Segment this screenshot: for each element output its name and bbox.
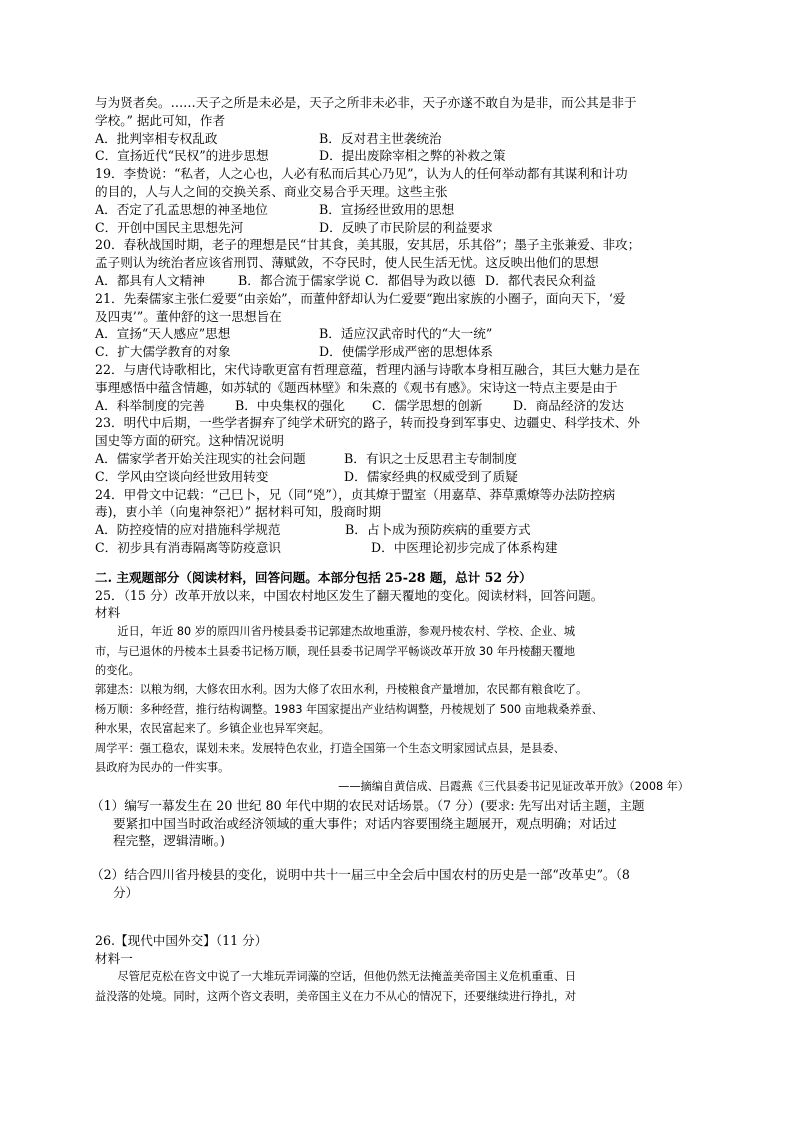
q25-material-line: 的变化。 xyxy=(95,663,140,677)
q21-stem-line2: 及四夷’”。董仲舒的这一思想旨在 xyxy=(95,308,282,324)
q18-option-d: D．提出废除宰相之弊的补救之策 xyxy=(319,148,506,164)
q26-material-line: 尽管尼克松在咨文中说了一大堆玩弄词藻的空话，但他仍然无法掩盖美帝国主义危机重重、日 xyxy=(117,970,577,984)
q20-options-row xyxy=(95,272,705,290)
q24-option-c: C．初步具有消毒隔离等防疫意识 xyxy=(95,539,281,555)
q26-material-label: 材料一 xyxy=(95,950,133,966)
q23-option-a: A．儒家学者开始关注现实的社会问题 xyxy=(95,450,306,466)
q20-option-b: B．都合流于儒家学说 xyxy=(238,272,361,288)
q24-option-d: D．中医理论初步完成了体系构建 xyxy=(371,539,558,555)
q22-stem-line2: 事理感悟中蕴含情趣，如苏轼的《题西林壁》和朱熹的《观书有感》。宋诗这一特点主要是由于 xyxy=(95,379,618,395)
q19-option-a: A．否定了孔孟思想的神圣地位 xyxy=(95,201,268,217)
q25-material-line: 郭建杰：以粮为纲，大修农田水利。因为大修了农田水利，丹棱粮食产量增加，农民都有粮食吃了。 xyxy=(95,683,588,697)
q25-material-line: 近日，年近 80 岁的原四川省丹棱县委书记郭建杰故地重游，参观丹棱农村、学校、企业、城 xyxy=(117,625,576,639)
q23-options-row2 xyxy=(95,468,705,486)
q21-option-b: B．适应汉武帝时代的“大一统” xyxy=(319,326,493,342)
q24-option-b: B．占卜成为预防疾病的重要方式 xyxy=(345,522,531,538)
q24-stem-line1: 24．甲骨文中记载：“己巳卜，兄（同“兇”），贞其燎于盟室（用嘉草、莽草熏燎等办法防控病 xyxy=(95,486,616,502)
q25-material-line: 杨万顺：多种经营，推行结构调整。1983 年国家提出产业结构调整，丹棱规划了 500 亩地栽桑养蚕、 xyxy=(95,702,603,716)
q24-option-a: A．防控疫情的应对措施科学规范 xyxy=(95,522,281,538)
q26-title: 26.【现代中国外交】（11 分） xyxy=(95,932,268,948)
q21-stem-line1: 21．先秦儒家主张仁爱要“由亲始”，而董仲舒却认为仁爱要“跑出家族的小圈子，面向天下，‘爱 xyxy=(95,290,626,306)
q25-material xyxy=(95,622,705,797)
q21-option-c: C．扩大儒学教育的对象 xyxy=(95,344,231,360)
exam-page xyxy=(91,94,705,1006)
q18-option-b: B．反对君主世袭统治 xyxy=(319,130,442,146)
q26-material-line: 益没落的处境。同时，这两个咨文表明，美帝国主义在力不从心的情况下，还要继续进行挣扎，对 xyxy=(95,989,577,1003)
q23-stem-line2: 国史等方面的研究。这种情况说明 xyxy=(95,433,284,449)
q22-option-a: A．科举制度的完善 xyxy=(95,397,205,413)
section-title: 二. 主观题部分（阅读材料，回答问题。本部分包括 25-28 题，总计 52 分） xyxy=(95,569,532,585)
q22-options-row xyxy=(95,397,705,415)
q19-option-c: C．开创中国民主思想先河 xyxy=(95,219,244,235)
q23-option-c: C．学风由空谈向经世致用转变 xyxy=(95,468,269,484)
q25-material-line: 市，与已退休的丹棱本土县委书记杨万顺，现任县委书记周学平畅谈改革开放 30 年丹棱翻天覆地 xyxy=(95,644,576,658)
q26-material xyxy=(95,967,705,1006)
q22-option-b: B．中央集权的强化 xyxy=(235,397,346,413)
q21-options-row2 xyxy=(95,343,705,361)
q22-option-d: D．商品经济的发达 xyxy=(513,397,624,413)
q25-material-line: 周学平：强工稳农，谋划未来。发展特色农业，打造全国第一个生态文明家园试点县，是县委、 xyxy=(95,741,565,755)
q25-material-source: ——摘编自黄信成、吕霞燕《三代县委书记见证改革开放》（2008 年） xyxy=(338,780,689,794)
q25-material-line: 种水果，农民富起来了。乡镇企业也异军突起。 xyxy=(95,722,330,736)
q20-option-d: D．都代表民众利益 xyxy=(485,272,596,288)
q20-stem-line2: 孟子则认为统治者应该省刑罚、薄赋敛，不夺民时，使人民生活无忧。这反映出他们的思想 xyxy=(95,255,599,271)
q19-option-b: B．宣扬经世致用的思想 xyxy=(319,201,455,217)
q25-material-label: 材料 xyxy=(95,605,121,621)
q18-options-row1 xyxy=(95,130,705,148)
q19-options-row2 xyxy=(95,219,705,237)
q21-options-row1 xyxy=(95,325,705,343)
q23-options-row1 xyxy=(95,450,705,468)
q25-sub1-line2: 要紧扣中国当时政治或经济领域的重大事件；对话内容要围绕主题展开，观点明确；对话过 xyxy=(113,815,617,831)
q18-stem-line1: 与为贤者矣。……天子之所是未必是，天子之所非未必非，天子亦遂不敢自为是非，而公其是非于 xyxy=(95,95,637,110)
q23-stem-line1: 23．明代中后期，一些学者摒弃了纯学术研究的路子，转而投身到军事史、边疆史、科学技术、外 xyxy=(95,415,640,431)
q21-option-a: A．宣扬“天人感应”思想 xyxy=(95,326,231,342)
q19-stem-line2: 的目的，人与人之间的交换关系、商业交易合乎天理。这些主张 xyxy=(95,183,448,199)
q23-option-d: D．儒家经典的权威受到了质疑 xyxy=(344,468,518,484)
q22-stem-line1: 22．与唐代诗歌相比，宋代诗歌更富有哲理意蕴，哲理内涵与诗歌本身相互融合，其巨大魅力是在 xyxy=(95,361,640,377)
q19-stem-line1: 19．李贽说：“私者，人之心也，人必有私而后其心乃见”，认为人的任何举动都有其谋利和计功 xyxy=(95,166,628,182)
q20-option-a: A．都具有人文精神 xyxy=(95,272,205,288)
q24-options-row2 xyxy=(95,539,705,557)
q18-option-a: A．批判宰相专权乱政 xyxy=(95,130,218,146)
q21-option-d: D．使儒学形成严密的思想体系 xyxy=(319,344,493,360)
q25-material-line: 县政府为民办的一件实事。 xyxy=(95,760,230,774)
q22-option-c: C．儒学思想的创新 xyxy=(372,397,483,413)
q24-options-row1 xyxy=(95,521,705,539)
q25-sub2-line1: （2）结合四川省丹棱县的变化，说明中共十一届三中全会后中国农村的历史是一部“改革史”。（8 xyxy=(91,867,630,883)
q25-sub2-line2: 分） xyxy=(113,884,139,900)
q24-stem-line2: 毒)，叀小羊（向鬼神祭祀）” 据材料可知，殷商时期 xyxy=(95,504,382,520)
q25-stem: 25．（15 分）改革开放以来，中国农村地区发生了翻天覆地的变化。阅读材料，回答问题。 xyxy=(95,587,604,603)
q23-option-b: B．有识之士反思君主专制制度 xyxy=(344,450,517,466)
q19-options-row1 xyxy=(95,201,705,219)
q20-stem-line1: 20．春秋战国时期，老子的理想是民“甘其食，美其服，安其居，乐其俗”；墨子主张兼爱、非攻； xyxy=(95,237,641,253)
q25-sub1-line1: （1）编写一幕发生在 20 世纪 80 年代中期的农民对话场景。（7 分）(要求: 先写出对话主题，主题 xyxy=(91,797,645,813)
q20-option-c: C．都倡导为政以德 xyxy=(365,272,476,288)
q18-options-row2 xyxy=(95,147,705,165)
q25-sub1-line3: 程完整，逻辑清晰。) xyxy=(113,833,225,849)
q18-option-c: C．宣扬近代“民权”的进步思想 xyxy=(95,148,269,164)
q18-stem-line2: 学校。” 据此可知，作者 xyxy=(95,112,226,128)
q19-option-d: D．反映了市民阶层的利益要求 xyxy=(319,219,493,235)
